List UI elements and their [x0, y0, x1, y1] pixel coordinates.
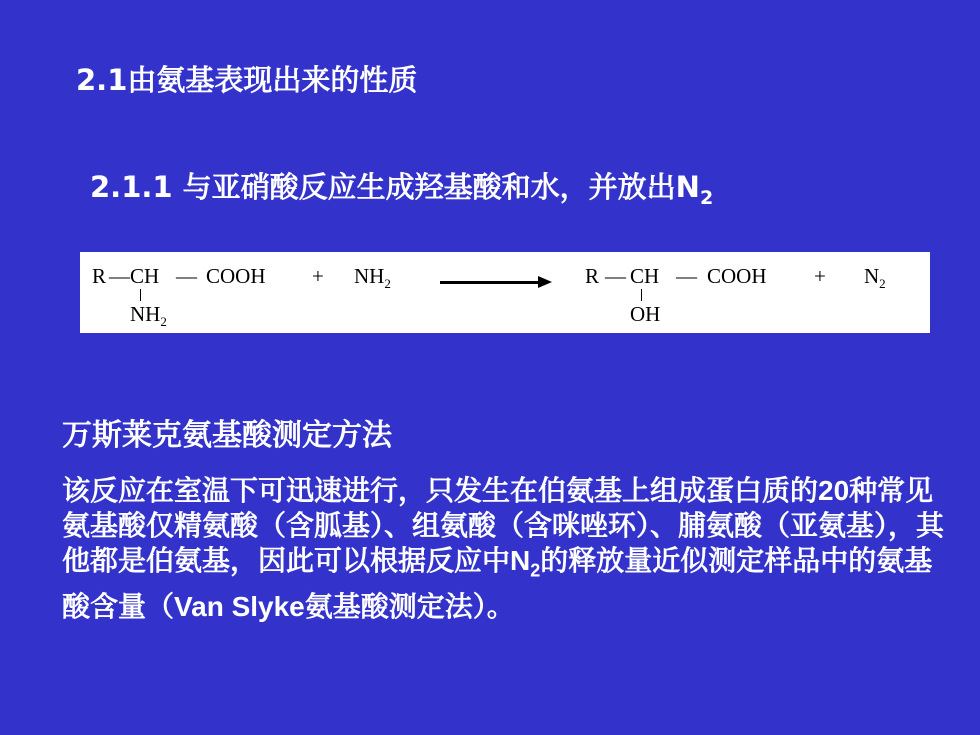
paragraph-part2: 的释放量近似测定样品中的氨基酸含量（Van Slyke氨基酸测定法）。	[62, 545, 933, 622]
reactant-vertical-bond	[140, 289, 141, 301]
reactant-ch: CH	[130, 264, 160, 288]
reactant-substituent-text: NH	[130, 302, 161, 326]
product-vertical-bond	[641, 289, 642, 301]
gas-product	[864, 264, 886, 292]
product-ch: CH	[630, 264, 660, 288]
gas-sub: 2	[879, 276, 886, 292]
reaction-equation	[80, 252, 930, 333]
slide-subheading	[90, 165, 713, 209]
product-bond-left: —	[605, 264, 626, 288]
gas-text: N	[864, 264, 880, 288]
slide-heading: 2.1由氨基表现出来的性质	[76, 63, 418, 97]
paragraph-subscript: 2	[530, 560, 541, 581]
section-title: 万斯莱克氨基酸测定方法	[62, 418, 392, 453]
reactant-substituent	[130, 302, 167, 330]
product-substituent: OH	[630, 302, 661, 326]
reactant-cooh: COOH	[206, 264, 266, 288]
product-r: R	[585, 264, 600, 288]
reaction-arrow-head	[538, 276, 552, 288]
reaction-arrow-line	[440, 281, 540, 284]
subheading-text: 2.1.1 与亚硝酸反应生成羟基酸和水，并放出N	[90, 170, 700, 204]
reactant-bond-right: —	[176, 264, 197, 288]
reagent-sub: 2	[384, 276, 391, 292]
body-paragraph	[62, 473, 957, 624]
product-cooh: COOH	[707, 264, 767, 288]
reagent-text: NH	[354, 264, 385, 288]
reactant-substituent-sub: 2	[160, 314, 167, 330]
product-bond-right: —	[676, 264, 697, 288]
subheading-subscript: 2	[699, 186, 714, 209]
paragraph-part1: 该反应在室温下可迅速进行，只发生在伯氨基上组成蛋白质的20种常见氨基酸仅精氨酸（含胍基）、组氨酸（含咪唑环）、脯氨酸（亚氨基），其他都是伯氨基，因此可以根据反应中N	[62, 475, 945, 576]
plus-sign-2: +	[814, 264, 826, 288]
reactant-bond-left: —	[109, 264, 130, 288]
plus-sign-1: +	[312, 264, 324, 288]
reactant-r: R	[92, 264, 107, 288]
reagent	[354, 264, 391, 292]
